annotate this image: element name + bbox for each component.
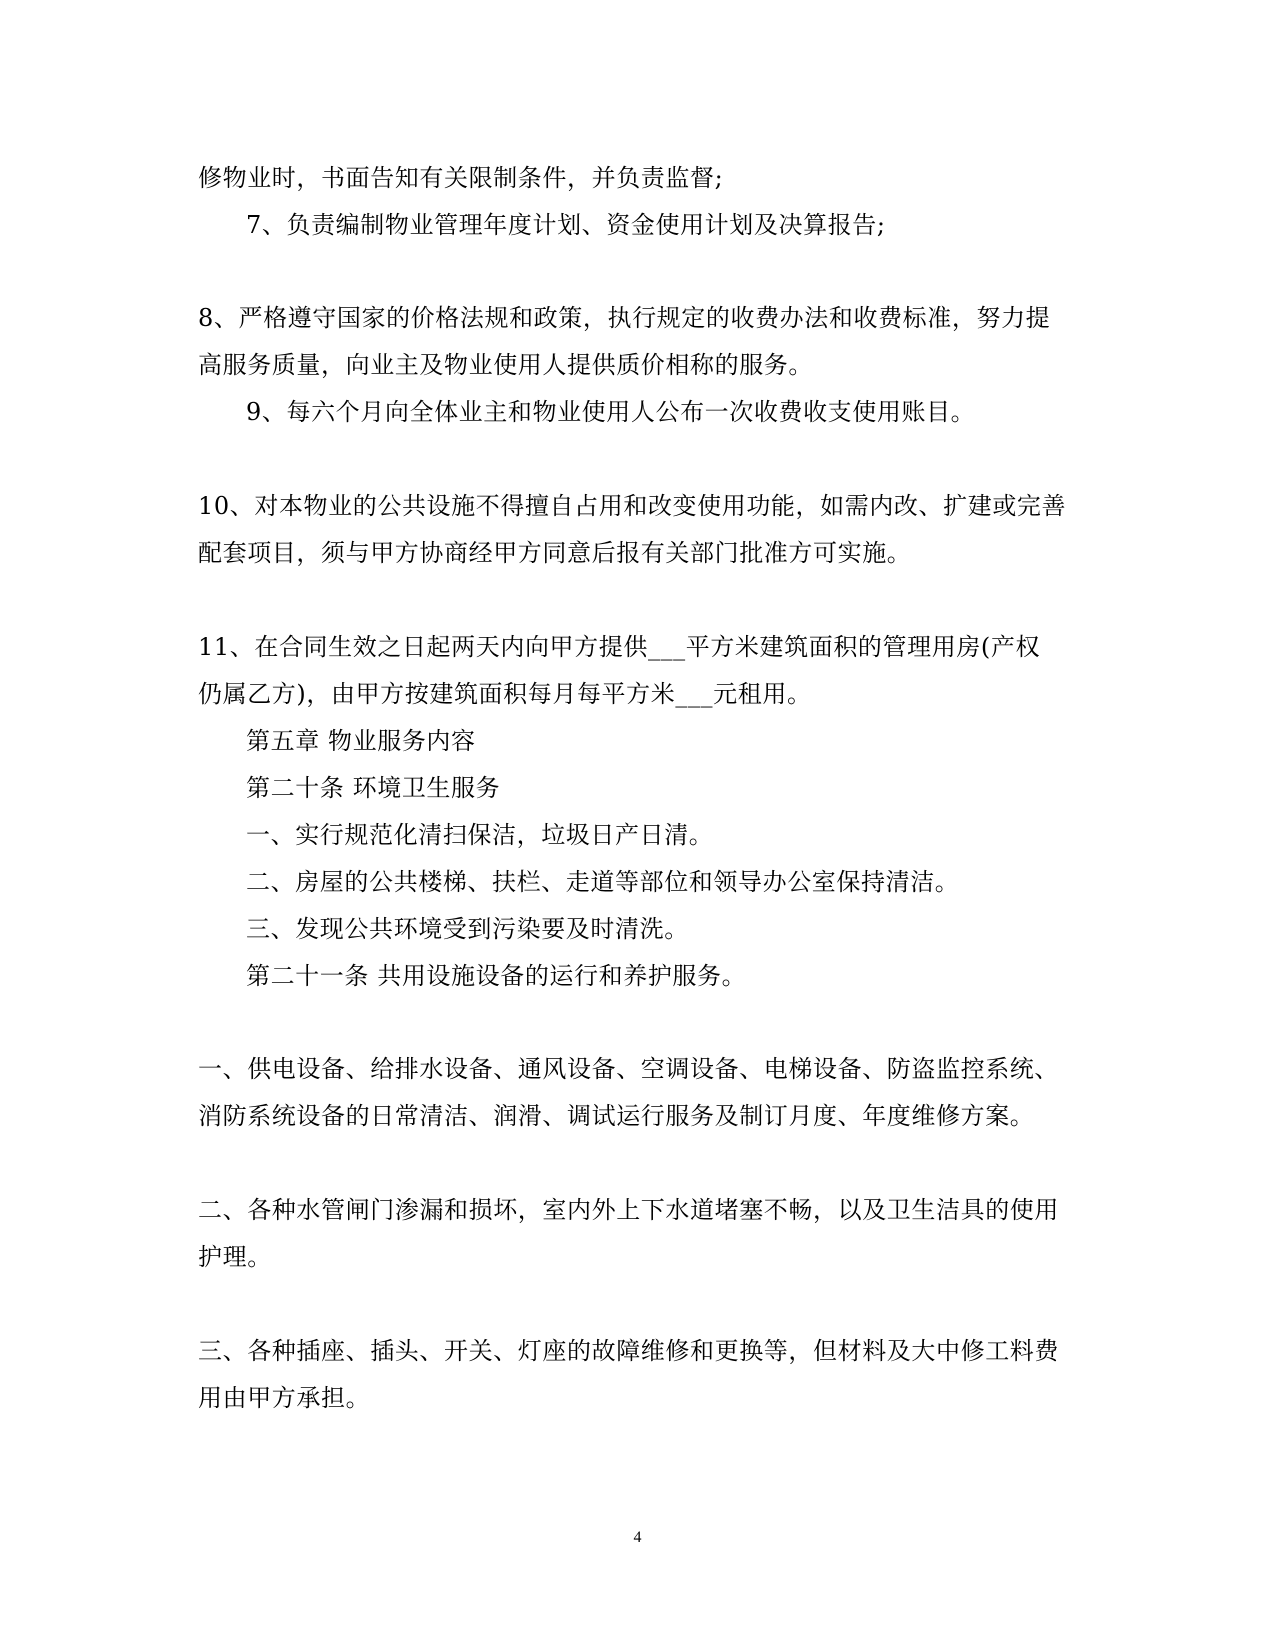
text-line: 二、房屋的公共楼梯、扶栏、走道等部位和领导办公室保持清洁。 (246, 868, 960, 896)
text-line: 一、实行规范化清扫保洁，垃圾日产日清。 (246, 821, 714, 849)
text-line: 修物业时，书面告知有关限制条件，并负责监督; (198, 164, 724, 192)
text-line: 护理。 (198, 1243, 272, 1271)
text-line: 仍属乙方)，由甲方按建筑面积每月每平方米___元租用。 (198, 680, 812, 708)
text-line: 消防系统设备的日常清洁、润滑、调试运行服务及制订月度、年度维修方案。 (198, 1102, 1035, 1130)
text-line: 9、每六个月向全体业主和物业使用人公布一次收费收支使用账目。 (246, 398, 976, 426)
text-line: 高服务质量，向业主及物业使用人提供质价相称的服务。 (198, 351, 813, 379)
text-line: 配套项目，须与甲方协商经甲方同意后报有关部门批准方可实施。 (198, 539, 912, 567)
text-line: 10、对本物业的公共设施不得擅自占用和改变使用功能，如需内改、扩建或完善 (198, 492, 1067, 520)
text-line: 三、各种插座、插头、开关、灯座的故障维修和更换等，但材料及大中修工料费 (198, 1337, 1059, 1365)
chapter-heading: 第五章 物业服务内容 (246, 727, 476, 755)
text-line: 三、发现公共环境受到污染要及时清洗。 (246, 915, 689, 943)
text-line: 11、在合同生效之日起两天内向甲方提供___平方米建筑面积的管理用房(产权 (198, 633, 1041, 661)
text-line: 7、负责编制物业管理年度计划、资金使用计划及决算报告; (246, 211, 886, 239)
article-heading: 第二十条 环境卫生服务 (246, 774, 501, 802)
article-heading: 第二十一条 共用设施设备的运行和养护服务。 (246, 962, 747, 990)
text-line: 用由甲方承担。 (198, 1384, 371, 1412)
text-line: 二、各种水管闸门渗漏和损坏，室内外上下水道堵塞不畅，以及卫生洁具的使用 (198, 1196, 1059, 1224)
page-number: 4 (633, 1529, 642, 1546)
text-line: 一、供电设备、给排水设备、通风设备、空调设备、电梯设备、防盗监控系统、 (198, 1055, 1059, 1083)
text-line: 8、严格遵守国家的价格法规和政策，执行规定的收费办法和收费标准，努力提 (198, 304, 1051, 332)
